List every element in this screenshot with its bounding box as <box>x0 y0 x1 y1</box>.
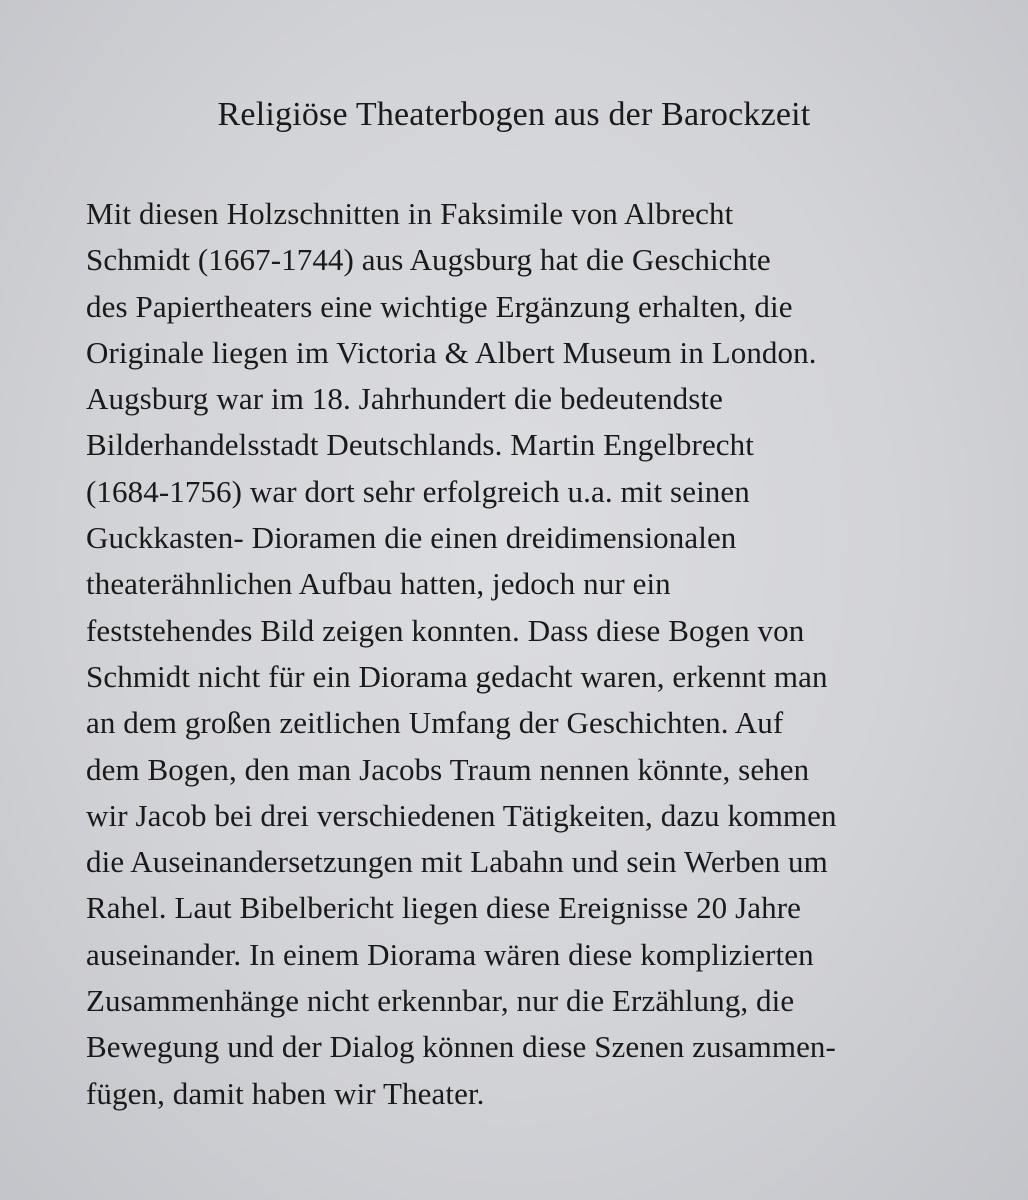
text-line: feststehendes Bild zeigen konnten. Dass diese Bogen von <box>86 612 805 648</box>
text-line: des Papiertheaters eine wichtige Ergänzung erhalten, die <box>86 288 793 324</box>
text-line: Mit diesen Holzschnitten in Faksimile von Albrecht <box>86 196 734 231</box>
text-line: fügen, damit haben wir Theater. <box>86 1075 485 1111</box>
document-body <box>86 191 986 1117</box>
text-line: (1684-1756) war dort sehr erfolgreich u.a. mit seinen <box>86 473 750 509</box>
text-line: Schmidt nicht für ein Diorama gedacht waren, erkennt man <box>86 658 828 694</box>
text-line: Zusammenhänge nicht erkennbar, nur die Erzählung, die <box>86 983 795 1019</box>
text-line: Schmidt (1667-1744) aus Augsburg hat die Geschichte <box>86 242 771 278</box>
text-line: Rahel. Laut Bibelbericht liegen diese Ereignisse 20 Jahre <box>86 890 802 926</box>
text-line: Guckkasten- Dioramen die einen dreidimensionalen <box>86 520 737 556</box>
text-line: theaterähnlichen Aufbau hatten, jedoch nur ein <box>86 566 671 602</box>
text-line: Augsburg war im 18. Jahrhundert die bedeutendste <box>86 381 723 417</box>
text-line: dem Bogen, den man Jacobs Traum nennen könnte, sehen <box>86 751 810 787</box>
text-line: die Auseinandersetzungen mit Labahn und sein Werben um <box>86 844 828 880</box>
text-line: an dem großen zeitlichen Umfang der Geschichten. Auf <box>86 705 784 741</box>
text-line: Bilderhandelsstadt Deutschlands. Martin Engelbrecht <box>86 427 754 463</box>
text-line: Bewegung und der Dialog können diese Szenen zusammen- <box>86 1029 836 1065</box>
text-line: auseinander. In einem Diorama wären diese komplizierten <box>86 936 814 972</box>
document-title: Religiöse Theaterbogen aus der Barockzeit <box>217 96 811 133</box>
text-line: Originale liegen im Victoria & Albert Museum in London. <box>86 334 817 370</box>
text-line: wir Jacob bei drei verschiedenen Tätigkeiten, dazu kommen <box>86 797 837 833</box>
